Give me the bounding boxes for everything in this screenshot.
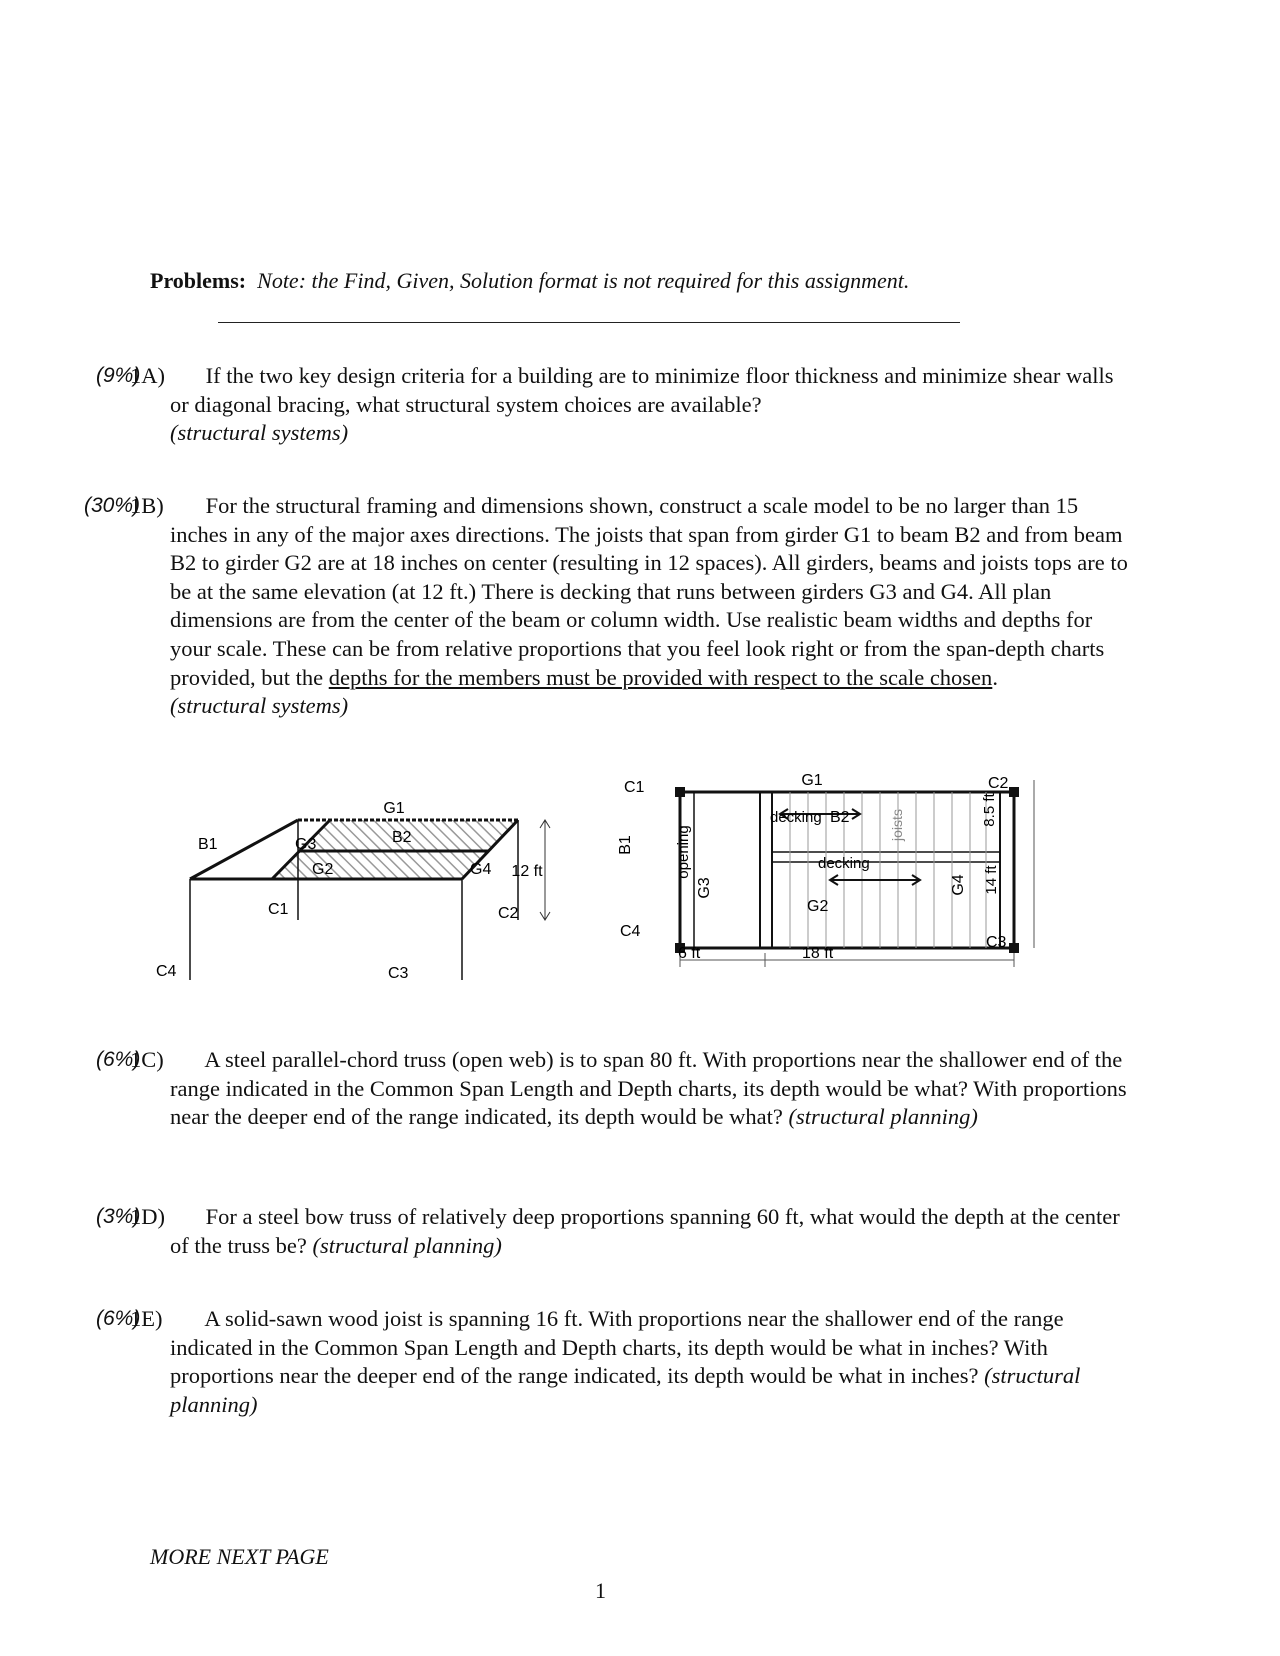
problem-weight: (9%) <box>96 364 141 387</box>
label-opening: opening <box>675 825 692 879</box>
label-height: 12 ft <box>511 863 543 880</box>
problem-tag: (structural systems) <box>170 693 349 719</box>
label-dim-6: 6 ft <box>678 945 701 962</box>
problem-1a <box>86 362 1136 448</box>
problem-weight: (6%) <box>96 1048 141 1071</box>
format-note: Note: the Find, Given, Solution format is not required for this assignment. <box>257 268 910 293</box>
label-dim-18: 18 ft <box>802 945 834 962</box>
problem-text: For the structural framing and dimensions shown, construct a scale model to be no larger than 15 inches in any of the major axes directions. The joists that span from girder G1 to beam B2 and from beam B2 to girder G2 are at 18 inches on center (resulting in 12 spaces). All girders, beams and joists tops are to be at the same elevation (at 12 ft.) There is decking that runs between girders G3 and G4. All plan dimensions are from the center of the beam or column width. Use realistic beam widths and depths for your scale. These can be from relative proportions that you feel look right or from the span-depth charts provided, but the <box>170 493 1128 690</box>
label-b2: B2 <box>392 829 412 846</box>
problem-1e <box>86 1305 1136 1419</box>
problem-text: A solid-sawn wood joist is spanning 16 ft. With proportions near the shallower end of the range indicated in the Common Span Length and Depth charts, its depth would be what in inches? With proportions near the deeper end of the range indicated, its depth would be what in inches? <box>170 1306 1064 1389</box>
problem-tag: (structural planning) <box>788 1104 978 1130</box>
label-c3: C3 <box>986 934 1007 951</box>
label-g1: G1 <box>383 800 405 817</box>
column-c2 <box>1009 787 1019 797</box>
label-g4: G4 <box>950 874 967 896</box>
problem-weight: (6%) <box>96 1307 141 1330</box>
problem-weight: (30%) <box>84 494 141 517</box>
problem-tag: (structural planning) <box>312 1232 502 1258</box>
label-joists: joists <box>889 809 905 841</box>
column-c3 <box>1009 943 1019 953</box>
problem-tag: (structural systems) <box>170 420 349 446</box>
problem-label: 1D) <box>130 1204 165 1229</box>
label-c2: C2 <box>498 905 519 922</box>
problems-header <box>150 268 909 294</box>
problem-emphasis: depths for the members must be provided with respect to the scale chosen <box>328 664 993 690</box>
label-g1: G1 <box>801 772 823 789</box>
label-g2: G2 <box>807 898 829 915</box>
plan-framing-diagram <box>617 770 1050 1020</box>
problems-title: Problems: <box>150 268 247 293</box>
label-dim-8-5: 8.5 ft <box>981 793 998 827</box>
problem-text: For a steel bow truss of relatively deep proportions spanning 60 ft, what would the depth at the center of the truss be? <box>170 1204 1120 1258</box>
label-g2: G2 <box>312 861 334 878</box>
problem-text: If the two key design criteria for a building are to minimize floor thickness and minimize shear walls or diagonal bracing, what structural system choices are available? <box>170 363 1114 417</box>
problem-tag: (structural planning) <box>170 1363 1081 1417</box>
label-c1: C1 <box>268 901 289 918</box>
label-dim-14: 14 ft <box>983 865 1000 895</box>
header-divider <box>218 322 960 323</box>
problem-label: 1A) <box>130 363 165 388</box>
label-c3: C3 <box>388 965 409 982</box>
label-decking-bottom: decking <box>818 855 870 872</box>
label-c4: C4 <box>156 963 177 980</box>
problem-text: A steel parallel-chord truss (open web) is to span 80 ft. With proportions near the shallower end of the range indicated in the Common Span Length and Depth charts, its depth would be what? With proportions near the deeper end of the range indicated, its depth would be what? <box>170 1047 1127 1130</box>
problem-weight: (3%) <box>96 1205 141 1228</box>
label-g3: G3 <box>696 877 713 899</box>
page-number: 1 <box>595 1578 606 1603</box>
problem-1b <box>86 492 1136 721</box>
label-b2: B2 <box>830 809 850 826</box>
label-c1: C1 <box>624 779 645 796</box>
label-decking-top: decking <box>770 809 822 826</box>
problem-1c <box>86 1046 1136 1132</box>
label-c4: C4 <box>620 923 641 940</box>
column-c1 <box>675 787 685 797</box>
label-g4: G4 <box>470 861 492 878</box>
problem-label: 1C) <box>130 1047 164 1072</box>
label-b1: B1 <box>198 836 218 853</box>
label-c2: C2 <box>988 775 1009 792</box>
problem-label: 1E) <box>130 1306 163 1331</box>
problem-period: . <box>992 664 998 690</box>
problem-1d <box>86 1203 1136 1260</box>
isometric-framing-diagram <box>140 780 580 1020</box>
problem-label: 1B) <box>130 493 164 518</box>
more-next-page: MORE NEXT PAGE <box>150 1544 329 1569</box>
label-b1: B1 <box>617 835 634 855</box>
label-g3: G3 <box>295 836 317 853</box>
